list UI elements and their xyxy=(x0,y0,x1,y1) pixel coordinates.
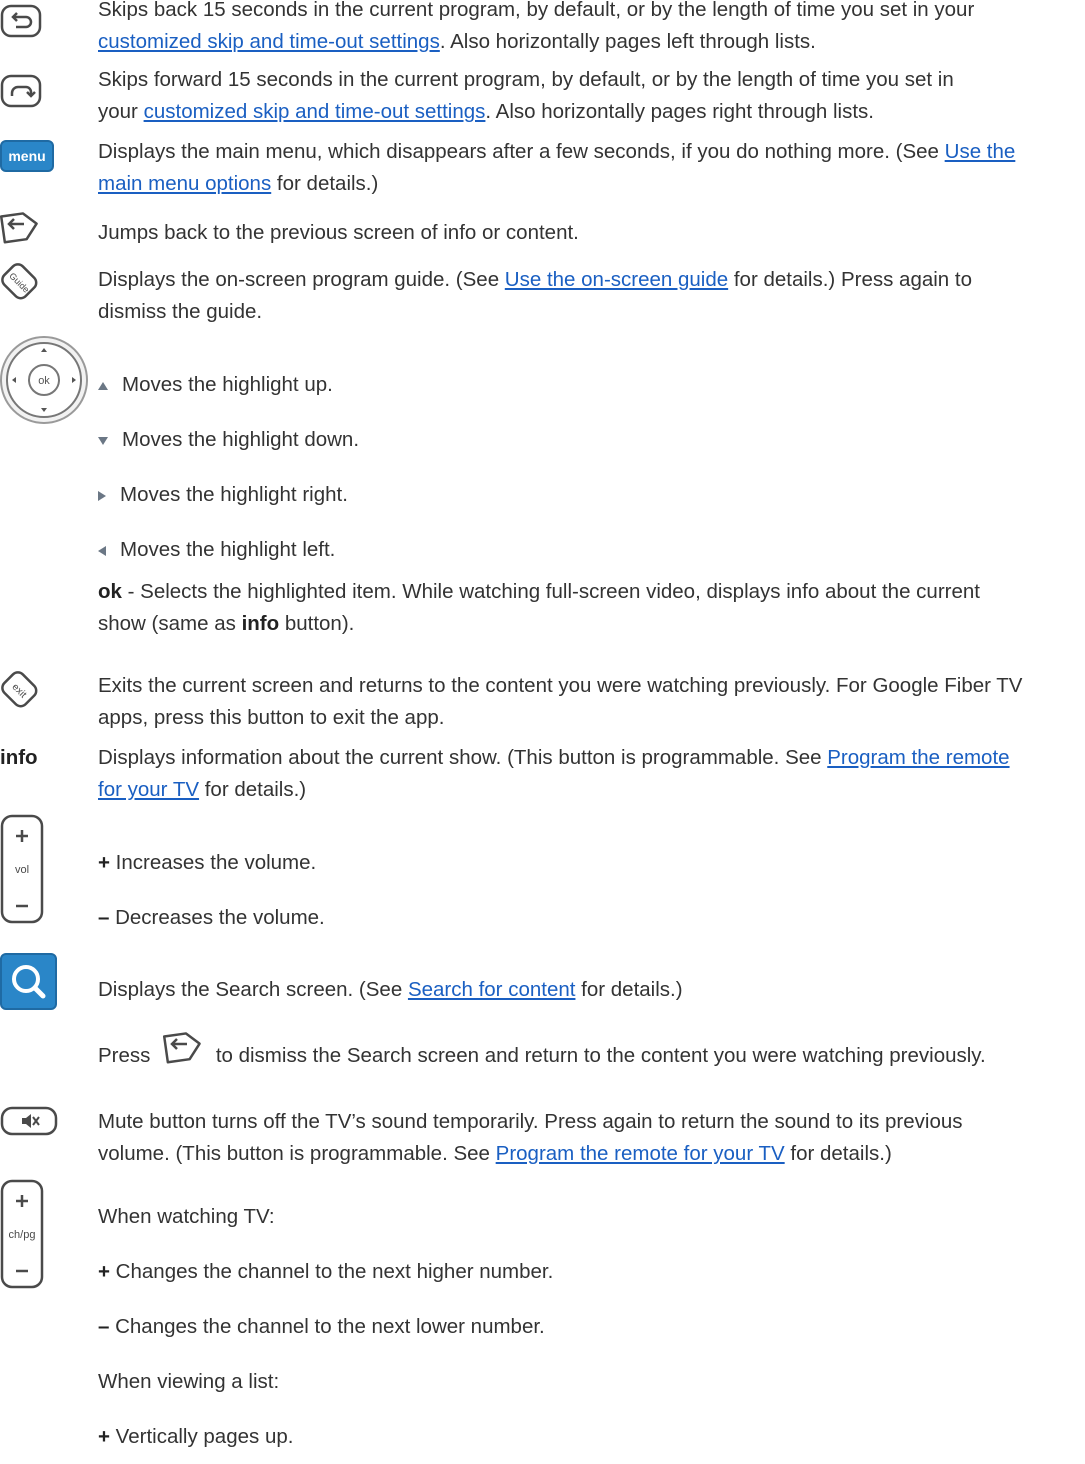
left-triangle-icon xyxy=(98,546,106,556)
dpad-up-text: Moves the highlight up. xyxy=(122,373,333,396)
chpg-label: ch/pg xyxy=(8,1229,36,1241)
skip-forward-icon xyxy=(0,74,42,108)
mute-text: Mute button turns off the TV’s sound temporarily. Press again to return the sound to its previous xyxy=(98,1110,963,1133)
skip-settings-link-2[interactable]: customized skip and time-out settings xyxy=(143,100,486,123)
ok-label: ok xyxy=(98,580,122,603)
dpad-icon xyxy=(0,335,90,427)
skip-back-icon xyxy=(0,4,42,38)
dpad-down-item xyxy=(98,412,1083,467)
volume-rocker[interactable] xyxy=(0,814,46,932)
program-remote-link-cont[interactable]: for your TV xyxy=(98,778,200,801)
program-remote-link[interactable]: Program the remote xyxy=(827,746,1010,769)
search-icon xyxy=(0,953,58,1011)
skip-forward-text: Skips forward 15 seconds in the current program, by default, or by the length of time you set in xyxy=(98,68,954,91)
mute-icon xyxy=(0,1106,60,1138)
mute-button[interactable] xyxy=(0,1106,60,1144)
ch-plus: + xyxy=(98,1260,110,1283)
vol-label: vol xyxy=(14,864,30,876)
channel-rocker[interactable] xyxy=(0,1179,46,1297)
channel-rocker-icon xyxy=(0,1179,46,1291)
ok-info-bold: info xyxy=(241,612,280,635)
vol-plus: + xyxy=(98,851,110,874)
back-button[interactable] xyxy=(0,208,40,254)
mute-text-line2: volume. (This button is programmable. See xyxy=(98,1142,490,1165)
dpad-down-text: Moves the highlight down. xyxy=(122,428,360,451)
back-arrow-icon xyxy=(0,208,40,248)
back-text: Jumps back to the previous screen of info or content. xyxy=(98,221,579,244)
dpad-right-text: Moves the highlight right. xyxy=(120,483,348,506)
exit-text-line2: apps, press this button to exit the app. xyxy=(98,706,445,729)
skip-settings-link[interactable]: customized skip and time-out settings xyxy=(98,30,440,53)
menu-button[interactable] xyxy=(0,140,54,172)
down-triangle-icon xyxy=(98,437,108,445)
when-watching-tv: When watching TV: xyxy=(98,1205,275,1228)
right-triangle-icon xyxy=(98,491,106,501)
info-text-end: for details.) xyxy=(204,778,307,801)
skip-forward-button[interactable] xyxy=(0,74,42,114)
ch-plus-text: Changes the channel to the next higher number. xyxy=(109,1260,554,1283)
ch-minus: – xyxy=(98,1315,110,1338)
guide-text: Displays the on-screen program guide. (See xyxy=(98,268,500,291)
skip-forward-text-end: . Also horizontally pages right through lists. xyxy=(485,100,874,123)
dpad-right-item xyxy=(98,467,1083,522)
ok-text-line2-end: button). xyxy=(279,612,355,635)
volume-rocker-icon xyxy=(0,814,46,926)
ch-plus-list: + xyxy=(98,1425,110,1448)
exit-button[interactable] xyxy=(0,670,40,716)
skip-back-text-end: . Also horizontally pages left through lists. xyxy=(439,30,816,53)
program-remote-link-2[interactable]: Program the remote for your TV xyxy=(495,1142,785,1165)
press-text-end: to dismiss the Search screen and return to the content you were watching previously. xyxy=(215,1044,986,1067)
menu-text: Displays the main menu, which disappears after a few seconds, if you do nothing more. (See xyxy=(98,140,939,163)
guide-button[interactable] xyxy=(0,262,40,308)
mute-text-end: for details.) xyxy=(790,1142,892,1165)
press-text: Press xyxy=(98,1044,151,1067)
search-text-end: for details.) xyxy=(581,978,683,1001)
when-viewing-list: When viewing a list: xyxy=(98,1370,280,1393)
dpad-left-text: Moves the highlight left. xyxy=(120,538,336,561)
ok-text: - Selects the highlighted item. While watching full-screen video, displays info about the current xyxy=(121,580,980,603)
dpad-left-item xyxy=(98,522,1083,577)
menu-icon-label: menu xyxy=(8,148,46,164)
vol-plus-text: Increases the volume. xyxy=(109,851,317,874)
guide-icon xyxy=(0,262,40,302)
menu-text-end: for details.) xyxy=(276,172,379,195)
skip-back-button[interactable] xyxy=(0,4,42,44)
dpad-up-item xyxy=(98,357,1083,412)
guide-text-end: for details.) Press again to xyxy=(733,268,973,291)
search-content-link[interactable]: Search for content xyxy=(407,978,576,1001)
info-text: Displays information about the current show. (This button is programmable. See xyxy=(98,746,822,769)
up-triangle-icon xyxy=(98,382,108,390)
skip-forward-text-your: your xyxy=(98,100,138,123)
search-button[interactable] xyxy=(0,953,58,1017)
info-button-label[interactable]: info xyxy=(0,746,38,769)
exit-icon-label: exit xyxy=(9,681,29,701)
exit-icon xyxy=(0,670,40,710)
dpad-control[interactable] xyxy=(0,335,90,433)
exit-text: Exits the current screen and returns to the content you were watching previously. For Google Fiber TV xyxy=(98,674,1023,697)
back-arrow-inline-icon xyxy=(160,1028,206,1068)
dpad-ok-label: ok xyxy=(38,375,50,387)
skip-back-text: Skips back 15 seconds in the current program, by default, or by the length of time you set in your xyxy=(98,0,975,21)
main-menu-link-cont[interactable]: main menu options xyxy=(98,172,272,195)
search-text: Displays the Search screen. (See xyxy=(98,978,403,1001)
guide-text-line2: dismiss the guide. xyxy=(98,300,263,323)
ch-plus-list-text: Vertically pages up. xyxy=(109,1425,294,1448)
ok-text-line2: show (same as xyxy=(98,612,242,635)
main-menu-link[interactable]: Use the xyxy=(944,140,1016,163)
guide-icon-label: Guide xyxy=(7,270,32,295)
on-screen-guide-link[interactable]: Use the on-screen guide xyxy=(504,268,729,291)
vol-minus: – xyxy=(98,906,110,929)
vol-minus-text: Decreases the volume. xyxy=(109,906,325,929)
ch-minus-text: Changes the channel to the next lower number. xyxy=(109,1315,545,1338)
